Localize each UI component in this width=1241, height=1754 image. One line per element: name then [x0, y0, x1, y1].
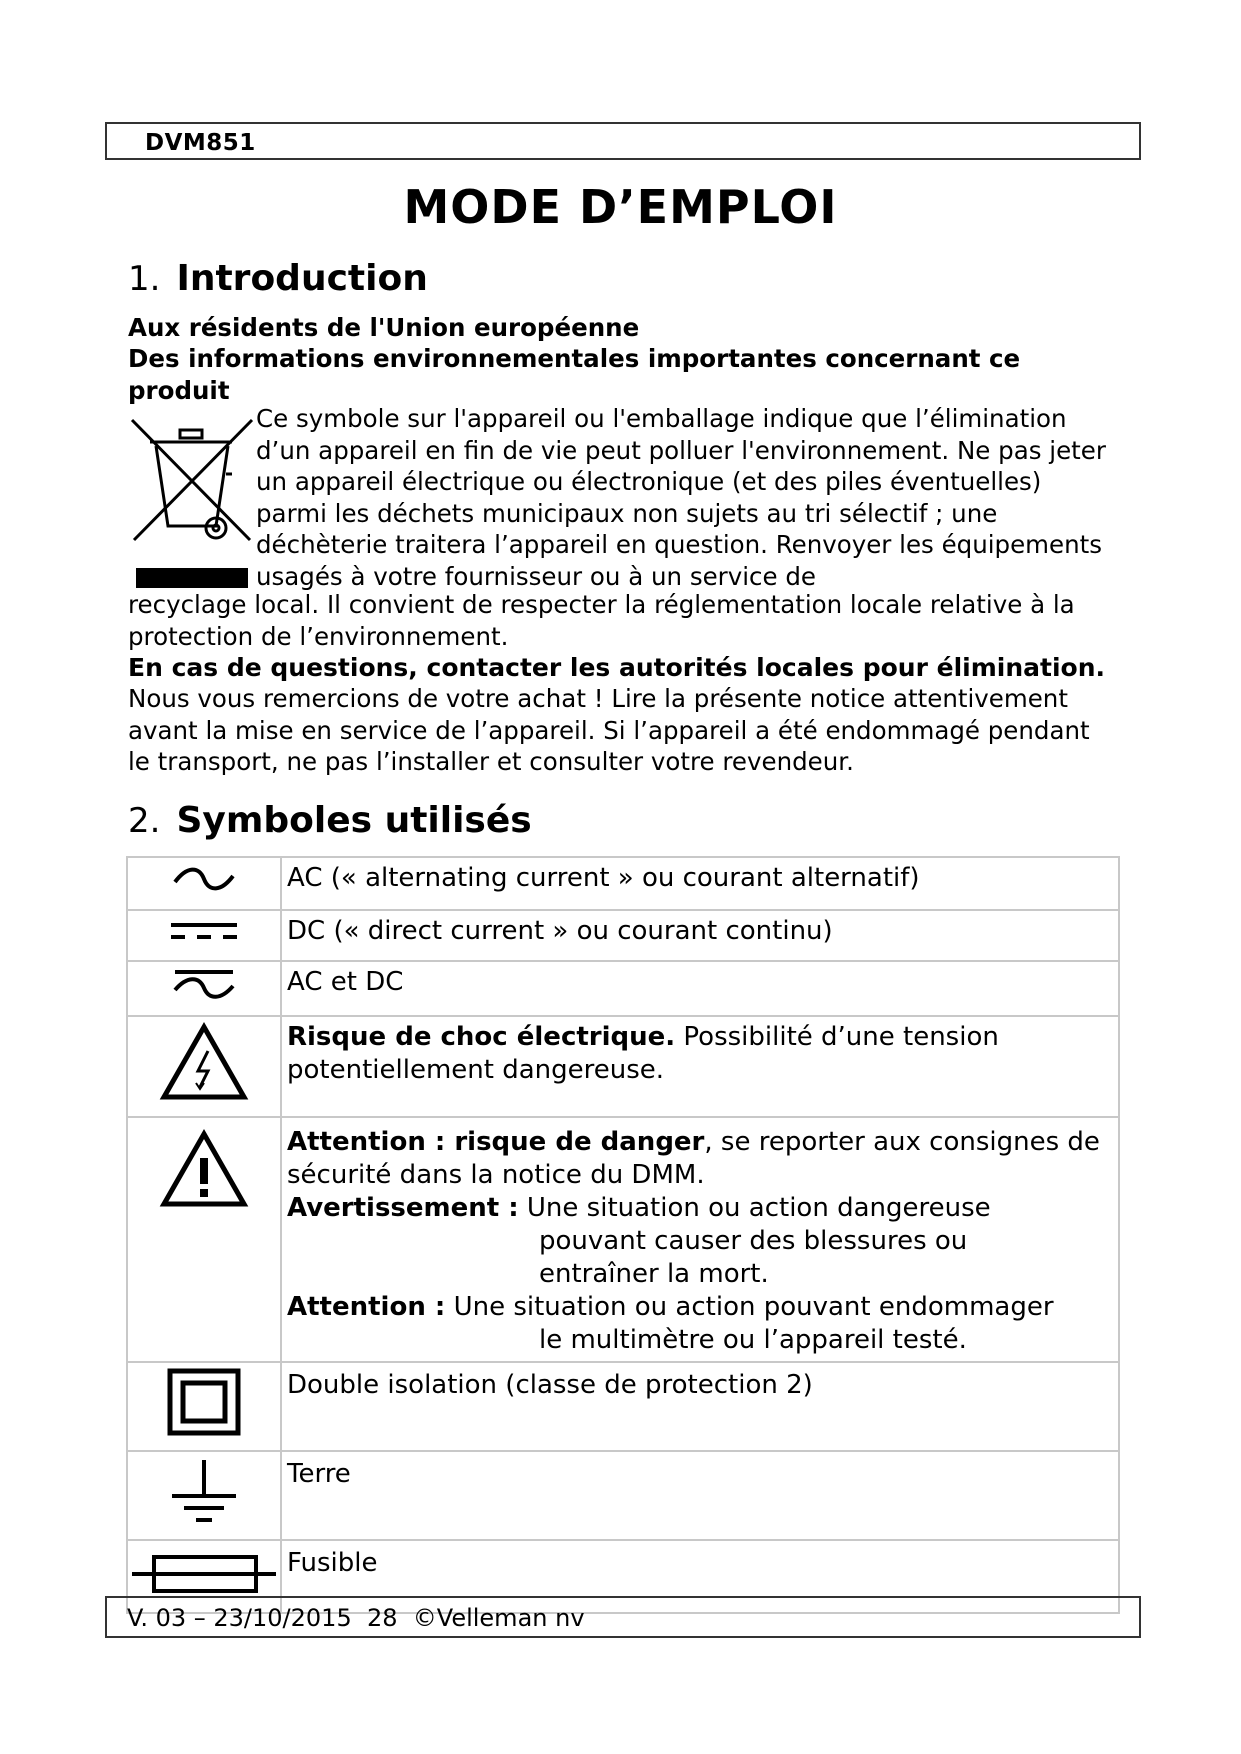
caution-label: Attention :: [287, 1292, 446, 1322]
weee-description-continued: recyclage local. Il convient de respecter la réglementation locale relative à la protection de l’environnement.: [128, 590, 1075, 651]
table-row: [127, 857, 1119, 910]
symbols-table: [126, 856, 1120, 1614]
table-row: [127, 1016, 1119, 1117]
symbol-cell: [127, 857, 281, 910]
page-title: MODE D’EMPLOI: [403, 180, 838, 234]
attention-description: [281, 1117, 1119, 1362]
weee-description: Ce symbole sur l'appareil ou l'emballage indique que l’élimination d’un appareil en fin de vie peut polluer l'environnement. Ne pas jeter un appareil électrique ou électronique (et des piles éventuelles) parmi les déchets municipaux non sujets au tri sélectif ; une déchèterie traitera l’appareil en question. Renvoyer les équipements usagés à votre fournisseur ou à un service de: [256, 404, 1106, 591]
earth-description: Terre: [281, 1451, 1119, 1540]
section-2-title: Symboles utilisés: [176, 800, 532, 841]
shock-text: Possibilité d’une tension potentiellement dangereuse.: [287, 1022, 999, 1085]
attention-warning-icon: [158, 1128, 250, 1210]
ac-description: AC (« alternating current » ou courant alternatif): [281, 857, 1119, 910]
table-row: [127, 910, 1119, 961]
table-row: [127, 1362, 1119, 1451]
double-insulation-description: Double isolation (classe de protection 2): [281, 1362, 1119, 1451]
dc-description: DC (« direct current » ou courant continu): [281, 910, 1119, 961]
section-2-number: 2.: [128, 801, 161, 841]
symbol-cell: [127, 1016, 281, 1117]
model-label: DVM851: [145, 130, 256, 156]
shock-description: [281, 1016, 1119, 1117]
header-box: [105, 122, 1141, 160]
earth-ground-icon: [166, 1456, 242, 1526]
symbol-cell: [127, 1451, 281, 1540]
section-1-heading: [128, 258, 428, 299]
symbol-cell: [127, 1362, 281, 1451]
table-row: [127, 1451, 1119, 1540]
caution-line-2: le multimètre ou l’appareil testé.: [539, 1325, 967, 1355]
warning-label: Avertissement :: [287, 1193, 519, 1223]
warning-line-3: entraîner la mort.: [539, 1259, 769, 1289]
section-1-title: Introduction: [176, 258, 428, 299]
ac-wave-icon: [169, 862, 239, 896]
shock-title: Risque de choc électrique.: [287, 1022, 676, 1052]
double-insulation-icon: [166, 1367, 242, 1437]
symbol-cell: [127, 910, 281, 961]
section-2-heading: [128, 800, 532, 841]
warning-line-2: pouvant causer des blessures ou: [539, 1226, 968, 1256]
fuse-description: Fusible: [281, 1540, 1119, 1613]
env-info-heading: Des informations environnementales importantes concernant ce produit: [128, 344, 1021, 405]
symbol-cell: [127, 1117, 281, 1362]
dc-icon: [167, 915, 241, 947]
ac-dc-icon: [169, 966, 239, 1002]
ac-dc-description: AC et DC: [281, 961, 1119, 1016]
symbol-cell: [127, 961, 281, 1016]
eu-residents-heading: Aux résidents de l'Union européenne: [128, 313, 640, 342]
weee-bin-icon: [128, 414, 256, 588]
electric-shock-warning-icon: [158, 1021, 250, 1103]
table-row: [127, 1117, 1119, 1362]
questions-notice: En cas de questions, contacter les autorités locales pour élimination.: [128, 653, 1105, 682]
fuse-icon: [130, 1549, 278, 1599]
attention-title: Attention : risque de danger: [287, 1127, 705, 1157]
table-row: [127, 961, 1119, 1016]
caution-line-1: Une situation ou action pouvant endommager: [453, 1292, 1054, 1322]
footer-text: V. 03 – 23/10/2015 28 ©Velleman nv: [127, 1604, 585, 1632]
footer-box: [105, 1596, 1141, 1638]
thanks-paragraph: Nous vous remercions de votre achat ! Lire la présente notice attentivement avant la mise en service de l’appareil. Si l’appareil a été endommagé pendant le transport, ne pas l’installer et consulter votre revendeur.: [128, 684, 1090, 776]
attention-text: , se reporter aux consignes de sécurité dans la notice du DMM.: [287, 1127, 1100, 1190]
warning-line-1: Une situation ou action dangereuse: [526, 1193, 991, 1223]
section-1-number: 1.: [128, 259, 161, 299]
